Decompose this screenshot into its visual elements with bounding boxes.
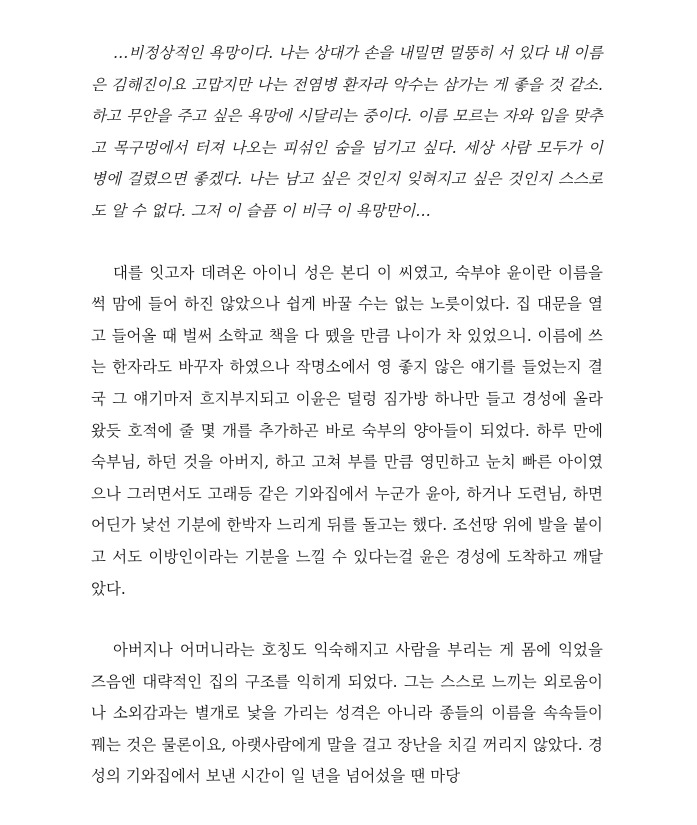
document-page: [91, 38, 603, 793]
body-paragraph-2: 아버지나 어머니라는 호칭도 익숙해지고 사람을 부리는 게 몸에 익었을 즈음엔 대략적인 집의 구조를 익히게 되었다. 그는 스스로 느끼는 외로움이나 소외감과는 별개로 낯을 가리는 성격은 아니라 종들의 이름을 속속들이 꿰는 것은 물론이요, 아랫사람에게 말을 걸고 장난을 치길 꺼리지 않았다. 경성의 기와집에서 보낸 시간이 일 년을 넘어섰을 땐 마당: [91, 641, 603, 786]
italic-intro-paragraph: …비정상적인 욕망이다. 나는 상대가 손을 내밀면 멀뚱히 서 있다 내 이름은 김해진이요 고맙지만 나는 전염병 환자라 악수는 삼가는 게 좋을 것 같소. 하고 무안을 주고 싶은 욕망에 시달리는 중이다. 이름 모르는 자와 입을 맞추고 목구멍에서 터져 나오는 피섞인 숨을 넘기고 싶다. 세상 사람 모두가 이 병에 걸렸으면 좋겠다. 나는 남고 싶은 것인지 잊혀지고 싶은 것인지 스스로도 알 수 없다. 그저 이 슬픔 이 비극 이 욕망만이…: [91, 44, 603, 220]
body-paragraph-1: 대를 잇고자 데려온 아이니 성은 본디 이 씨였고, 숙부야 윤이란 이름을 썩 맘에 들어 하진 않았으나 쉽게 바꿀 수는 없는 노릇이었다. 집 대문을 열고 들어올 때 벌써 소학교 책을 다 뗐을 만큼 나이가 차 있었으니. 이름에 쓰는 한자라도 바꾸자 하였으나 작명소에서 영 좋지 않은 얘기를 들었는지 결국 그 얘기마저 흐지부지되고 이윤은 덜렁 짐가방 하나만 들고 경성에 올라왔듯 호적에 줄 몇 개를 추가하곤 바로 숙부의 양아들이 되었다. 하루 만에 숙부님, 하던 것을 아버지, 하고 고쳐 부를 만큼 영민하고 눈치 빠른 아이였으나 그러면서도 고래등 같은 기와집에서 누군가 윤아, 하거나 도련님, 하면 어딘가 낯선 기분에 한박자 느리게 뒤를 돌고는 했다. 조선땅 위에 발을 붙이고 서도 이방인이라는 기분을 느낄 수 있다는걸 윤은 경성에 도착하고 깨달았다.: [91, 263, 603, 598]
